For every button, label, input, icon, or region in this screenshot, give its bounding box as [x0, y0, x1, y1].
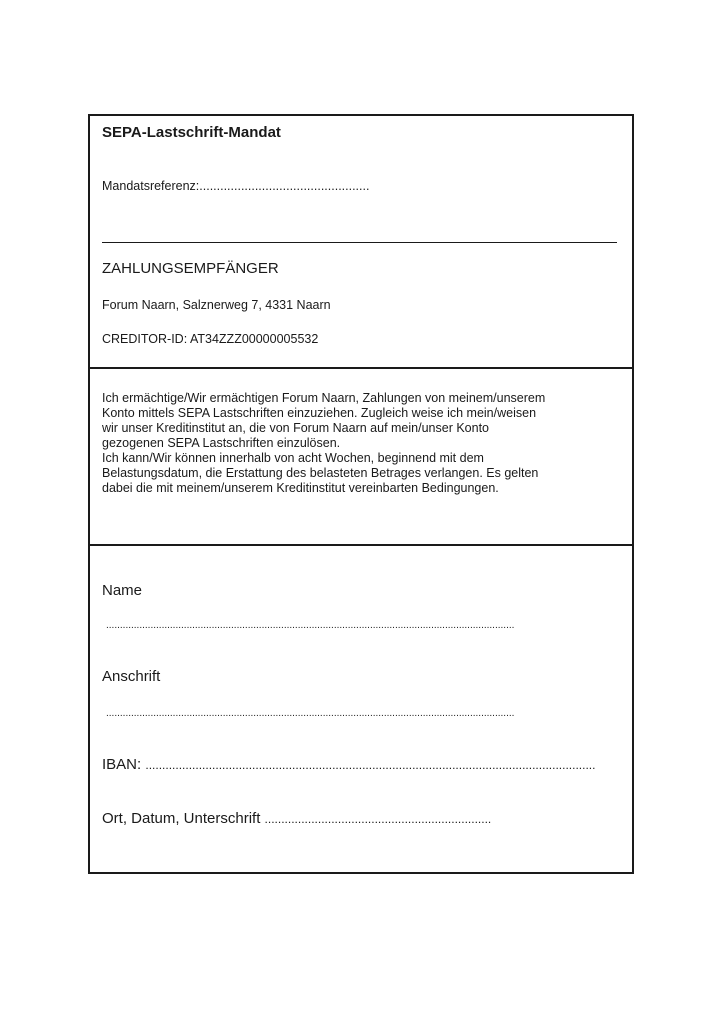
iban-row: [102, 756, 612, 773]
name-input-line[interactable]: ...................................................................................................................................................: [106, 620, 515, 631]
iban-input-line[interactable]: .......................................................................................................................................: [145, 758, 596, 772]
creditor-id: CREDITOR-ID: AT34ZZZ00000005532: [102, 332, 319, 346]
signature-label: Ort, Datum, Unterschrift: [102, 810, 261, 827]
payee-heading: ZAHLUNGSEMPFÄNGER: [102, 260, 279, 277]
address-input-line[interactable]: ...................................................................................................................................................: [106, 708, 515, 719]
payee-address: Forum Naarn, Salznerweg 7, 4331 Naarn: [102, 298, 331, 312]
mandate-text-line: wir unser Kreditinstitut an, die von Forum Naarn auf mein/unser Konto: [102, 421, 489, 435]
mandate-paragraph: [102, 391, 622, 496]
name-label: Name: [102, 582, 143, 599]
signature-row: [102, 810, 614, 827]
mandate-text-line: Konto mittels SEPA Lastschriften einzuziehen. Zugleich weise ich mein/weisen: [102, 406, 537, 420]
mandate-text-line: gezogenen SEPA Lastschriften einzulösen.: [102, 436, 341, 450]
mandate-text-line: Belastungsdatum, die Erstattung des belasteten Betrages verlangen. Es gelten: [102, 466, 539, 480]
header-divider: [102, 242, 617, 243]
mandate-reference-field[interactable]: Mandatsreferenz:.................................................: [102, 179, 370, 193]
mandate-text-section: [90, 369, 632, 546]
iban-label: IBAN:: [102, 756, 142, 773]
address-label: Anschrift: [102, 668, 161, 685]
sepa-mandate-form: [88, 114, 634, 874]
mandate-text-line: dabei die mit meinem/unserem Kreditinstitut vereinbarten Bedingungen.: [102, 481, 499, 495]
signature-input-line[interactable]: ....................................................................: [264, 812, 492, 826]
header-section: [90, 116, 632, 369]
mandate-text-line: Ich ermächtige/Wir ermächtigen Forum Naarn, Zahlungen von meinem/unserem: [102, 391, 546, 405]
form-title: SEPA-Lastschrift-Mandat: [102, 124, 281, 141]
signer-fields-section: [90, 546, 632, 872]
mandate-text-line: Ich kann/Wir können innerhalb von acht Wochen, beginnend mit dem: [102, 451, 484, 465]
